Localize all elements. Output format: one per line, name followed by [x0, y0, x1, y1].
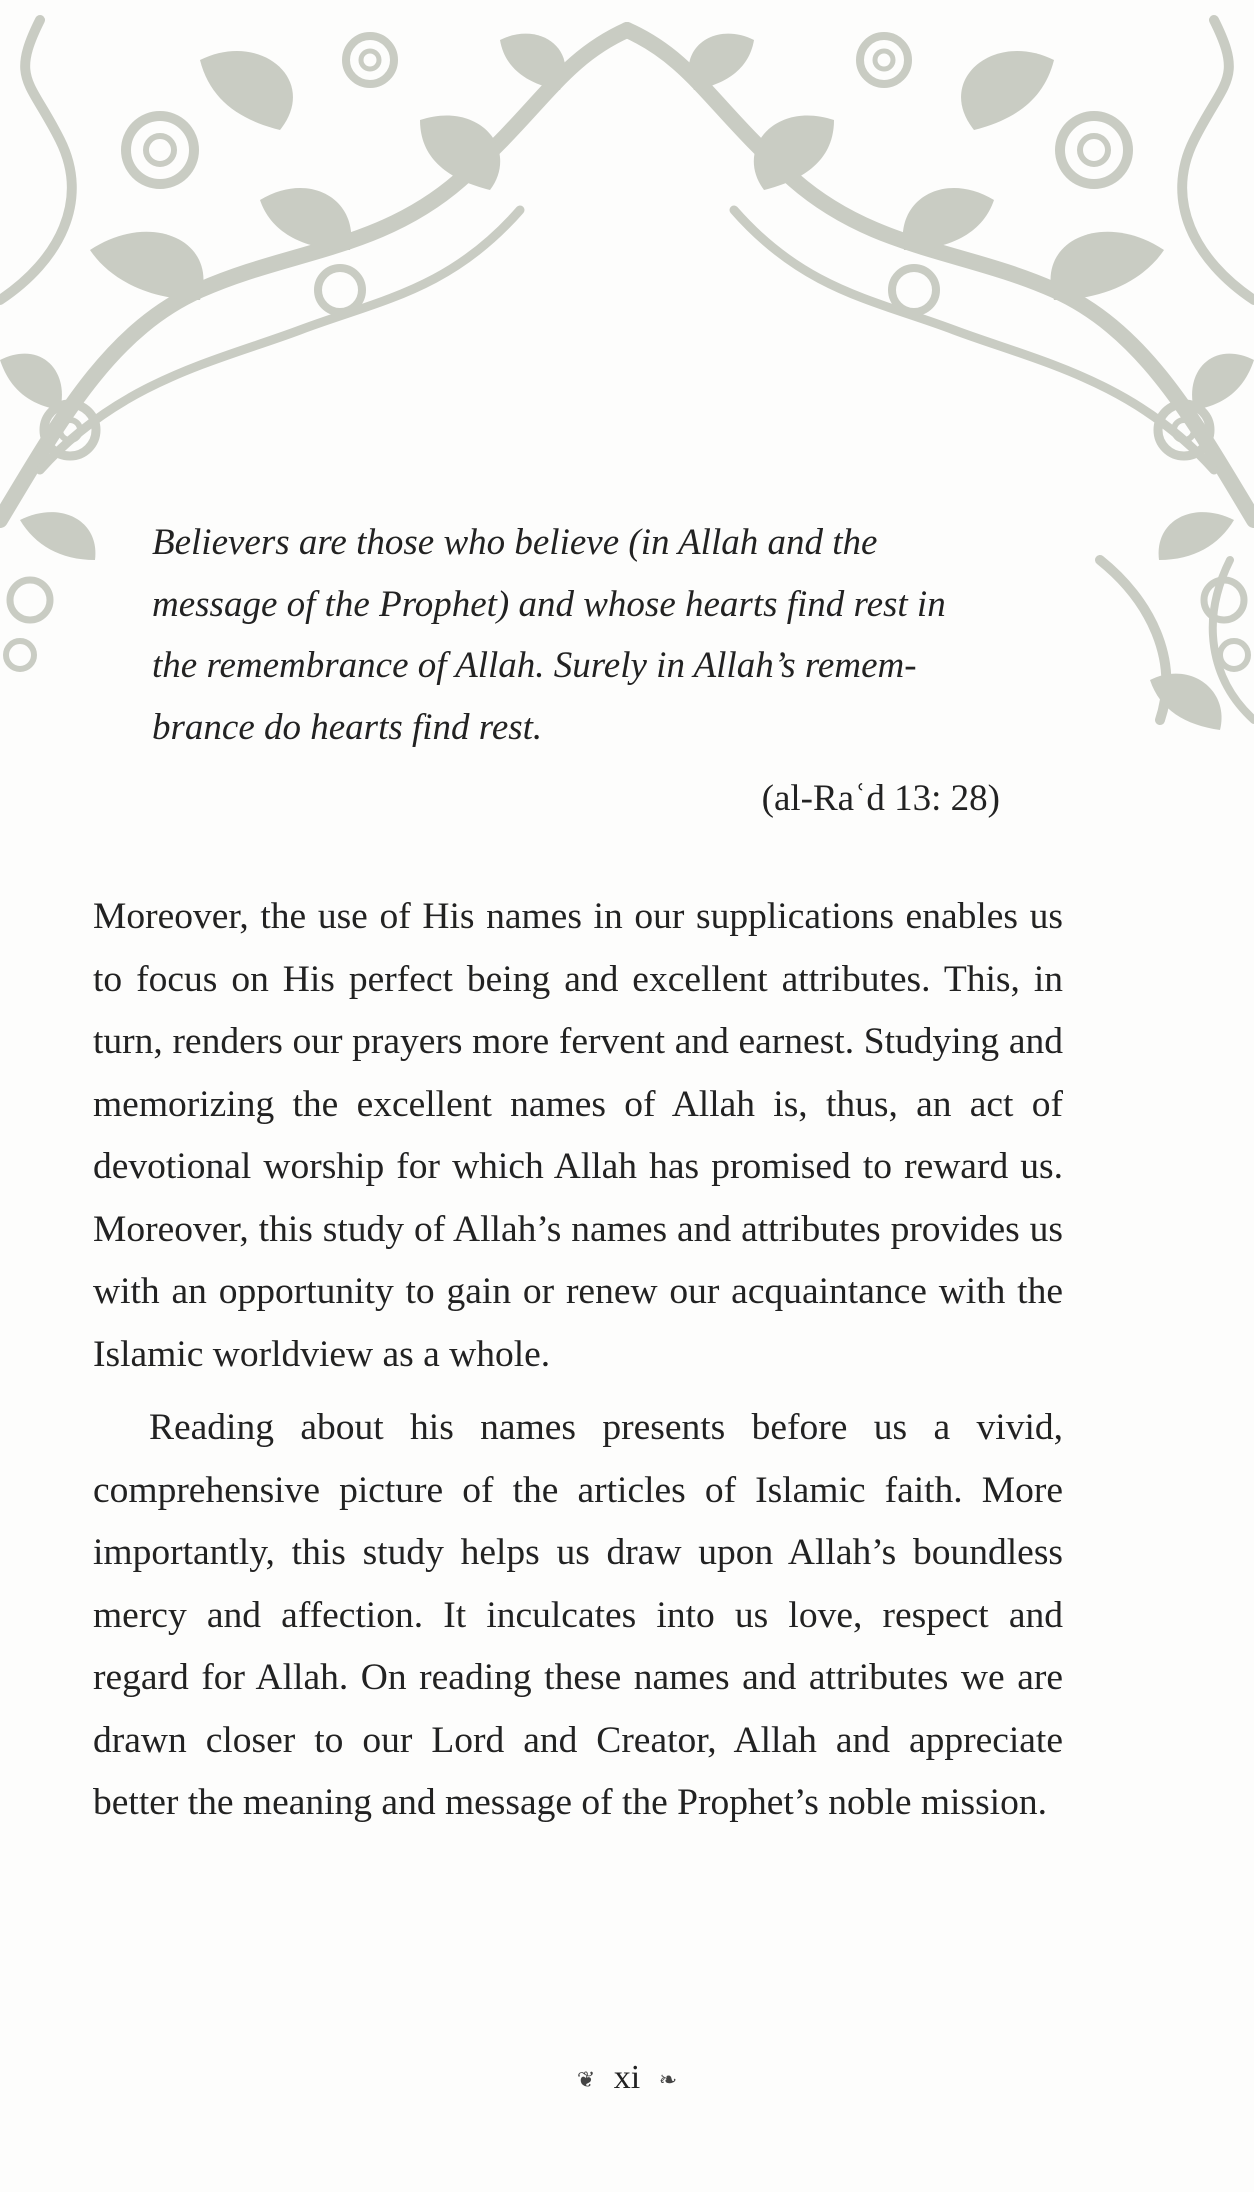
- page-number: xi: [613, 2059, 641, 2096]
- quote-line: Believers are those who believe (in Allah and the: [152, 522, 878, 563]
- page-footer: [0, 2055, 1254, 2103]
- swirl-ornament-icon: ❦: [576, 2067, 596, 2093]
- epigraph-quote: [152, 512, 1002, 758]
- quote-line: brance do hearts find rest.: [152, 706, 543, 748]
- body-paragraph: Moreover, the use of His names in our supplications enables us to focus on His perfect being and excellent attributes. This, in turn, renders our prayers more fervent and earnest. Studying and memorizing the excellent names of Allah is, thus, an act of devotional worship for which Allah has promised to reward us. Moreover, this study of Allah’s names and attributes provides us with an opportunity to gain or renew our acquaintance with the Islamic worldview as a whole.: [93, 896, 1063, 1375]
- quote-line: the remembrance of Allah. Surely in Allah’s remem-: [152, 645, 917, 686]
- body-text: [93, 886, 1063, 1835]
- body-paragraph: Reading about his names presents before us a vivid, comprehensive picture of the articles of Islamic faith. More importantly, this study helps us draw upon Allah’s boundless mercy and affection. It inculcates into us love, respect and regard for Allah. On reading these names and attributes we are drawn closer to our Lord and Creator, Allah and appreciate better the meaning and message of the Prophet’s noble mission.: [93, 1407, 1063, 1823]
- quote-line: message of the Prophet) and whose hearts find rest in: [152, 583, 946, 625]
- quote-citation: (al-Raʿd 13: 28): [761, 778, 1000, 819]
- swirl-ornament-icon: ❧: [658, 2067, 678, 2093]
